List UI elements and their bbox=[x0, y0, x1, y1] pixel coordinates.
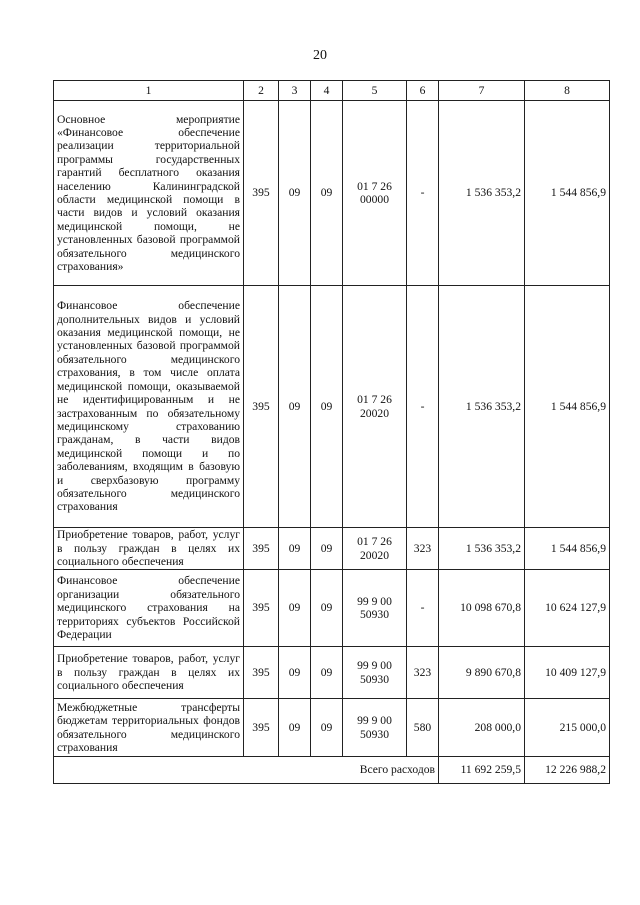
cell-amount-2: 1 544 856,9 bbox=[525, 101, 610, 286]
cell-amount-1: 9 890 670,8 bbox=[439, 647, 525, 699]
cell-expense-type: - bbox=[407, 101, 439, 286]
cell-ministry: 395 bbox=[244, 101, 279, 286]
header-cell: 7 bbox=[439, 81, 525, 101]
cell-section: 09 bbox=[279, 528, 311, 570]
cell-target-code: 01 7 26 00000 bbox=[343, 101, 407, 286]
cell-ministry: 395 bbox=[244, 647, 279, 699]
cell-target-code: 99 9 00 50930 bbox=[343, 647, 407, 699]
cell-amount-2: 1 544 856,9 bbox=[525, 286, 610, 528]
total-amount-2: 12 226 988,2 bbox=[525, 757, 610, 784]
cell-amount-1: 10 098 670,8 bbox=[439, 570, 525, 647]
row-name: Финансовое обеспечение дополнительных видов и условий оказания медицинской помощи, не установленных базовой программой обязательного медицинского страхования, в том числе оплата медицинской помощи, оказываемой не идентифицированным и не застрахованным по обязательному медицинскому страхованию гражданам, в части видов медицинской помощи и по заболеваниям, входящим в базовую и сверхбазовую программу обязательного медицинского страхования bbox=[54, 286, 244, 528]
header-cell: 2 bbox=[244, 81, 279, 101]
header-cell: 5 bbox=[343, 81, 407, 101]
cell-target-code: 01 7 26 20020 bbox=[343, 286, 407, 528]
cell-section: 09 bbox=[279, 570, 311, 647]
cell-section: 09 bbox=[279, 699, 311, 757]
row-name: Приобретение товаров, работ, услуг в пользу граждан в целях их социального обеспечения bbox=[54, 528, 244, 570]
cell-expense-type: 323 bbox=[407, 528, 439, 570]
cell-amount-2: 10 409 127,9 bbox=[525, 647, 610, 699]
row-name: Основное мероприятие «Финансовое обеспечение реализации территориальной программы государственных гарантий бесплатного оказания населению Калининградской области медицинской помощи в части видов и условий оказания медицинской помощи, не установленных базовой программой обязательного медицинского страхования» bbox=[54, 101, 244, 286]
table-row bbox=[54, 570, 610, 647]
cell-amount-1: 208 000,0 bbox=[439, 699, 525, 757]
header-cell: 3 bbox=[279, 81, 311, 101]
cell-section: 09 bbox=[279, 647, 311, 699]
cell-subsection: 09 bbox=[311, 699, 343, 757]
row-name: Финансовое обеспечение организации обязательного медицинского страхования на территориях субъектов Российской Федерации bbox=[54, 570, 244, 647]
cell-amount-1: 1 536 353,2 bbox=[439, 101, 525, 286]
header-row bbox=[54, 81, 610, 101]
cell-target-code: 99 9 00 50930 bbox=[343, 570, 407, 647]
cell-ministry: 395 bbox=[244, 699, 279, 757]
cell-expense-type: - bbox=[407, 570, 439, 647]
table-row bbox=[54, 699, 610, 757]
cell-section: 09 bbox=[279, 101, 311, 286]
cell-amount-2: 1 544 856,9 bbox=[525, 528, 610, 570]
cell-subsection: 09 bbox=[311, 286, 343, 528]
page-number: 20 bbox=[313, 48, 327, 63]
budget-table bbox=[53, 80, 610, 784]
total-row bbox=[54, 757, 610, 784]
cell-amount-2: 215 000,0 bbox=[525, 699, 610, 757]
cell-ministry: 395 bbox=[244, 528, 279, 570]
cell-section: 09 bbox=[279, 286, 311, 528]
table-row bbox=[54, 101, 610, 286]
cell-subsection: 09 bbox=[311, 647, 343, 699]
row-name: Межбюджетные трансферты бюджетам территориальных фондов обязательного медицинского страхования bbox=[54, 699, 244, 757]
cell-target-code: 01 7 26 20020 bbox=[343, 528, 407, 570]
cell-ministry: 395 bbox=[244, 570, 279, 647]
header-cell: 8 bbox=[525, 81, 610, 101]
table-row bbox=[54, 528, 610, 570]
cell-expense-type: - bbox=[407, 286, 439, 528]
cell-expense-type: 580 bbox=[407, 699, 439, 757]
header-cell: 4 bbox=[311, 81, 343, 101]
table-row bbox=[54, 647, 610, 699]
cell-subsection: 09 bbox=[311, 570, 343, 647]
cell-subsection: 09 bbox=[311, 101, 343, 286]
header-cell: 1 bbox=[54, 81, 244, 101]
header-cell: 6 bbox=[407, 81, 439, 101]
cell-target-code: 99 9 00 50930 bbox=[343, 699, 407, 757]
cell-amount-1: 1 536 353,2 bbox=[439, 286, 525, 528]
total-amount-1: 11 692 259,5 bbox=[439, 757, 525, 784]
total-label: Всего расходов bbox=[54, 757, 439, 784]
cell-expense-type: 323 bbox=[407, 647, 439, 699]
row-name: Приобретение товаров, работ, услуг в пользу граждан в целях их социального обеспечения bbox=[54, 647, 244, 699]
table-row bbox=[54, 286, 610, 528]
cell-subsection: 09 bbox=[311, 528, 343, 570]
cell-amount-2: 10 624 127,9 bbox=[525, 570, 610, 647]
cell-ministry: 395 bbox=[244, 286, 279, 528]
cell-amount-1: 1 536 353,2 bbox=[439, 528, 525, 570]
